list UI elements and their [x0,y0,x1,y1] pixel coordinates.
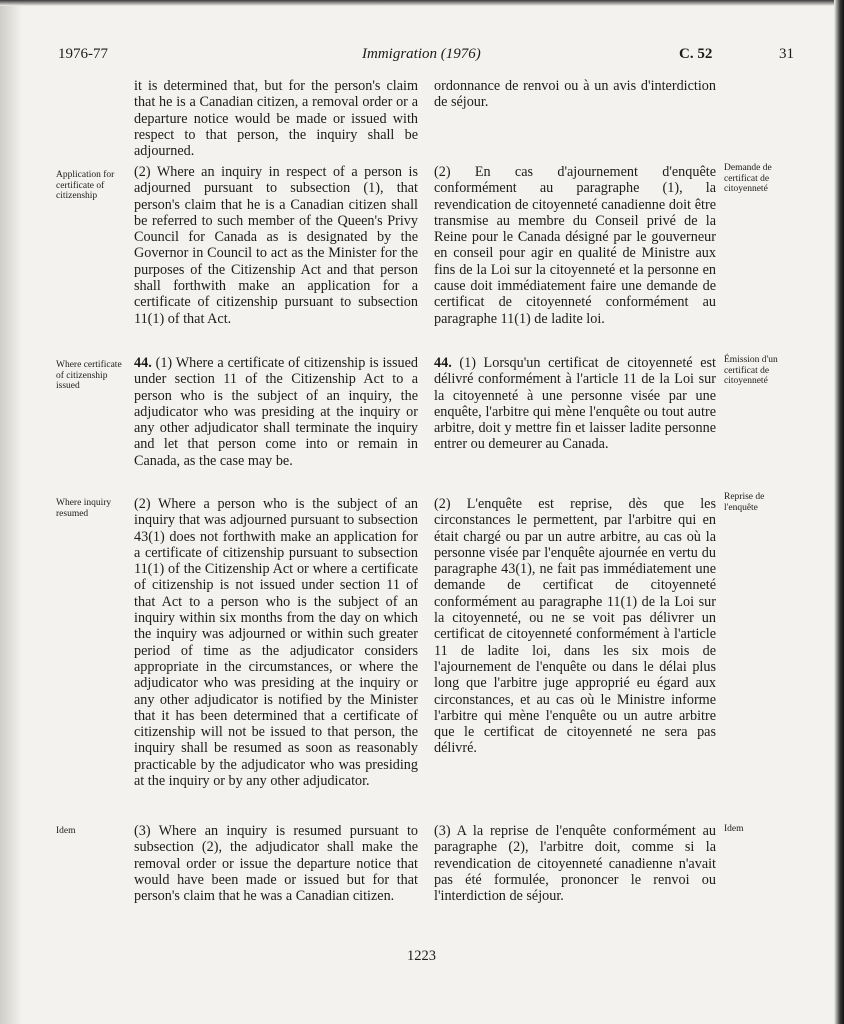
header-title: Immigration (1976) [362,46,481,62]
margin-note-en-3: Where inquiry resumed [56,498,112,519]
footer-page-number: 1223 [407,948,436,964]
en-section-44-1-text: (1) Where a certificate of citizenship is issued under section 11 of the Citizenship Act to a person who is the subject of an inquiry, the adjudicator who was presiding at the inquiry or any other adjudicator shall terminate the inquiry and let that person come into or remain in Canada, as the case may be. [134,355,418,469]
header-chapter: C. 52 [679,46,713,62]
en-continuation: it is determined that, but for the person's claim that he is a Canadian citizen, a removal order or a departure notice would be made or issued with respect to that person, the inquiry shall be adjourned. [134,78,418,160]
margin-note-en-4: Idem [56,826,76,836]
en-section-44-number: 44. [134,355,152,371]
margin-note-fr-4: Idem [724,824,744,834]
fr-section-44-2: (2) L'enquête est reprise, dès que les circonstances le permettent, par l'arbitre qui en était chargé ou par un autre arbitre, au cas où la personne visée par l'enquête ajournée en vertu du paragraphe 43(1), ne fait pas immédiatement une demande de certificat de citoyenneté conformément au paragraphe 11(1) de la Loi sur la citoyenneté, ou ne se voit pas délivrer un certificat de citoyenneté conformément à l'article 11 de ladite loi, dans les six mois de l'ajournement de l'enquête ou dans le délai plus long que l'arbitre juge approprié eu égard aux circonstances, et au cas où le Ministre informe l'arbitre qui mène l'enquête ou un autre arbitre que le certificat de citoyenneté ne sera pas délivré. [434,496,716,757]
fr-section-43-2: (2) En cas d'ajournement d'enquête conformément au paragraphe (1), la revendication de citoyenneté canadienne doit être transmise au membre du Conseil privé de la Reine pour le Canada désigné par le gouverneur en conseil pour agir en qualité de Ministre aux fins de la Loi sur la citoyenneté et la personne en cause doit immédiatement faire une demande de certificat de citoyenneté conformément au paragraphe 11(1) de ladite loi. [434,164,716,327]
margin-note-fr-1: Demande de certificat de citoyenneté [724,163,772,194]
en-section-43-2: (2) Where an inquiry in respect of a person is adjourned pursuant to subsection (1), that person's claim that he is a Canadian citizen shall be referred to such member of the Queen's Privy Council for Canada as is designated by the Governor in Council to act as the Minister for the purposes of the Citizenship Act and that person shall forthwith make an application for a certificate of citizenship pursuant to subsection 11(1) of that Act. [134,164,418,327]
margin-note-en-2: Where certificate of citizenship issued [56,360,122,391]
margin-note-fr-2: Émission d'un certificat de citoyenneté [724,355,778,386]
en-section-44-2: (2) Where a person who is the subject of an inquiry that was adjourned pursuant to subsection 43(1) does not forthwith make an application for a certificate of citizenship pursuant to subsection 11(1) of the Citizenship Act or where a certificate of citizenship is not issued under section 11 of that Act to a person who is the subject of an inquiry within six months from the day on which the inquiry was adjourned or within such greater period of time as the adjudicator considers appropriate in the circumstances, or where the adjudicator who was presiding at the inquiry or any other adjudicator is notified by the Minister that it has been determined that a certificate of citizenship will not be issued to that person, the inquiry shall be resumed as soon as reasonably practicable by the adjudicator who was presiding at the inquiry or by any other adjudicator. [134,496,418,790]
fr-section-44-1-text: (1) Lorsqu'un certificat de citoyenneté est délivré conformément à l'article 11 de la Loi sur la citoyenneté à une personne visée par une enquête, l'arbitre qui mène l'enquête ou tout autre arbitre, doit y mettre fin et laisser ladite personne entrer ou demeurer au Canada. [434,355,716,453]
header-years: 1976-77 [58,46,108,62]
page-right-edge [834,0,844,1024]
en-section-44-1 [134,355,418,469]
header-page-number: 31 [779,46,794,62]
fr-continuation: ordonnance de renvoi ou à un avis d'interdiction de séjour. [434,78,716,111]
fr-section-44-1 [434,355,716,453]
fr-section-44-number: 44. [434,355,452,371]
page-gutter-shadow [0,0,22,1024]
margin-note-en-1: Application for certificate of citizenship [56,170,115,201]
en-section-44-3: (3) Where an inquiry is resumed pursuant to subsection (2), the adjudicator shall make the removal order or issue the departure notice that would have been made or issued but for that person's claim that he was a Canadian citizen. [134,823,418,905]
fr-section-44-3: (3) A la reprise de l'enquête conformément au paragraphe (2), l'arbitre doit, comme si la revendication de citoyenneté canadienne n'avait pas été formulée, prononcer le renvoi ou l'interdiction de séjour. [434,823,716,905]
page-top-edge [0,0,844,6]
margin-note-fr-3: Reprise de l'enquête [724,492,765,513]
